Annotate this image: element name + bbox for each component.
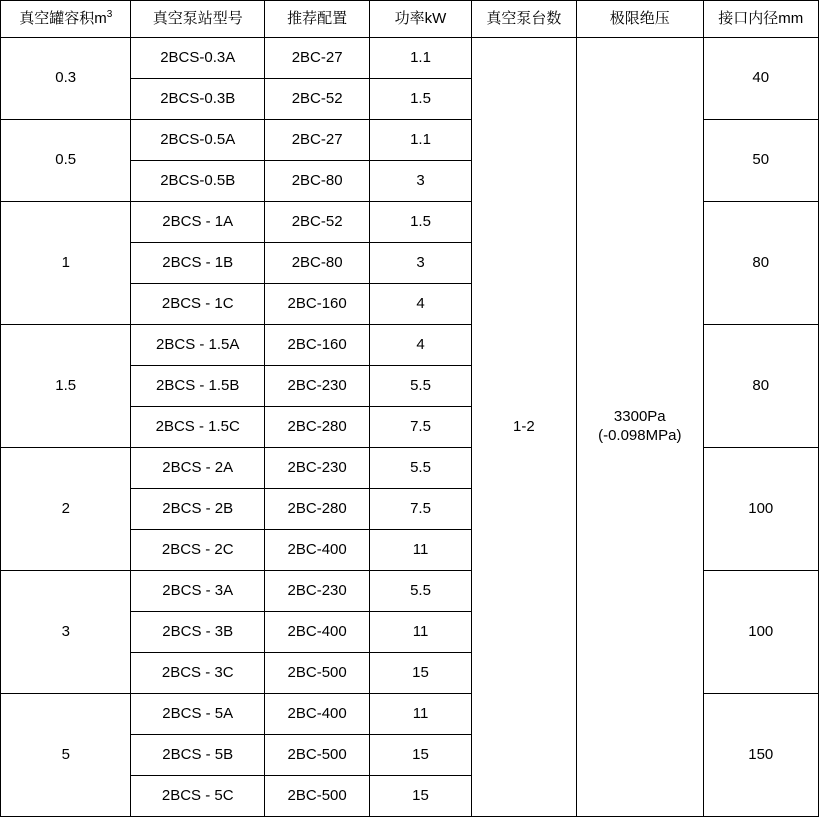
cell-power: 11 [370, 530, 471, 571]
cell-config: 2BC-500 [264, 735, 369, 776]
cell-volume: 1 [1, 202, 131, 325]
cell-port-diameter: 50 [703, 120, 818, 202]
cell-config: 2BC-27 [264, 38, 369, 79]
cell-power: 5.5 [370, 366, 471, 407]
cell-power: 1.1 [370, 120, 471, 161]
cell-port-diameter: 40 [703, 38, 818, 120]
cell-model: 2BCS-0.3A [131, 38, 264, 79]
cell-power: 3 [370, 243, 471, 284]
cell-model: 2BCS - 2A [131, 448, 264, 489]
cell-power: 1.1 [370, 38, 471, 79]
cell-model: 2BCS - 3C [131, 653, 264, 694]
cell-config: 2BC-160 [264, 284, 369, 325]
cell-power: 1.5 [370, 79, 471, 120]
cell-model: 2BCS - 3A [131, 571, 264, 612]
header-row [1, 1, 819, 38]
cell-model: 2BCS - 1.5A [131, 325, 264, 366]
cell-config: 2BC-400 [264, 694, 369, 735]
cell-config: 2BC-80 [264, 161, 369, 202]
cell-port-diameter: 80 [703, 202, 818, 325]
cell-config: 2BC-500 [264, 776, 369, 817]
cell-power: 4 [370, 325, 471, 366]
pressure-value: 3300Pa [613, 408, 666, 426]
cell-ultimate-pressure [577, 38, 703, 817]
cell-volume: 2 [1, 448, 131, 571]
cell-power: 15 [370, 776, 471, 817]
cell-port-diameter: 80 [703, 325, 818, 448]
table-row [1, 38, 819, 79]
cell-model: 2BCS - 5A [131, 694, 264, 735]
cell-power: 7.5 [370, 407, 471, 448]
cell-model: 2BCS - 1.5B [131, 366, 264, 407]
cell-config: 2BC-280 [264, 489, 369, 530]
cell-config: 2BC-230 [264, 571, 369, 612]
header-config: 推荐配置 [264, 1, 369, 38]
cell-config: 2BC-280 [264, 407, 369, 448]
cell-model: 2BCS - 2C [131, 530, 264, 571]
table-body [1, 38, 819, 817]
cell-config: 2BC-230 [264, 366, 369, 407]
cell-model: 2BCS - 2B [131, 489, 264, 530]
cell-config: 2BC-27 [264, 120, 369, 161]
cell-power: 15 [370, 653, 471, 694]
header-power: 功率kW [370, 1, 471, 38]
cell-config: 2BC-160 [264, 325, 369, 366]
cell-model: 2BCS - 1C [131, 284, 264, 325]
cell-model: 2BCS - 1A [131, 202, 264, 243]
cell-port-diameter: 150 [703, 694, 818, 817]
header-ultimate-pressure: 极限绝压 [577, 1, 703, 38]
cell-power: 15 [370, 735, 471, 776]
cell-model: 2BCS - 1.5C [131, 407, 264, 448]
cell-port-diameter: 100 [703, 571, 818, 694]
cell-model: 2BCS-0.5A [131, 120, 264, 161]
cell-power: 11 [370, 612, 471, 653]
cell-model: 2BCS - 1B [131, 243, 264, 284]
cell-config: 2BC-500 [264, 653, 369, 694]
cell-config: 2BC-400 [264, 612, 369, 653]
cell-power: 7.5 [370, 489, 471, 530]
cell-config: 2BC-80 [264, 243, 369, 284]
cell-power: 11 [370, 694, 471, 735]
cell-config: 2BC-230 [264, 448, 369, 489]
cell-power: 4 [370, 284, 471, 325]
header-volume-superscript: 3 [106, 9, 113, 21]
header-port-diameter: 接口内径mm [703, 1, 818, 38]
cell-volume: 1.5 [1, 325, 131, 448]
cell-power: 1.5 [370, 202, 471, 243]
cell-volume: 0.5 [1, 120, 131, 202]
cell-config: 2BC-400 [264, 530, 369, 571]
header-pump-count: 真空泵台数 [471, 1, 576, 38]
header-volume: 真空罐容积$m^3$ [1, 1, 131, 38]
cell-volume: 3 [1, 571, 131, 694]
cell-config: 2BC-52 [264, 79, 369, 120]
cell-model: 2BCS-0.3B [131, 79, 264, 120]
cell-model: 2BCS - 5B [131, 735, 264, 776]
header-model: 真空泵站型号 [131, 1, 264, 38]
cell-pump-count: 1-2 [471, 38, 576, 817]
cell-volume: 0.3 [1, 38, 131, 120]
cell-model: 2BCS - 3B [131, 612, 264, 653]
cell-port-diameter: 100 [703, 448, 818, 571]
cell-power: 3 [370, 161, 471, 202]
cell-power: 5.5 [370, 448, 471, 489]
cell-volume: 5 [1, 694, 131, 817]
cell-config: 2BC-52 [264, 202, 369, 243]
cell-model: 2BCS-0.5B [131, 161, 264, 202]
table-header [1, 1, 819, 38]
cell-model: 2BCS - 5C [131, 776, 264, 817]
pressure-gauge-value: (-0.098MPa) [598, 427, 682, 444]
cell-power: 5.5 [370, 571, 471, 612]
